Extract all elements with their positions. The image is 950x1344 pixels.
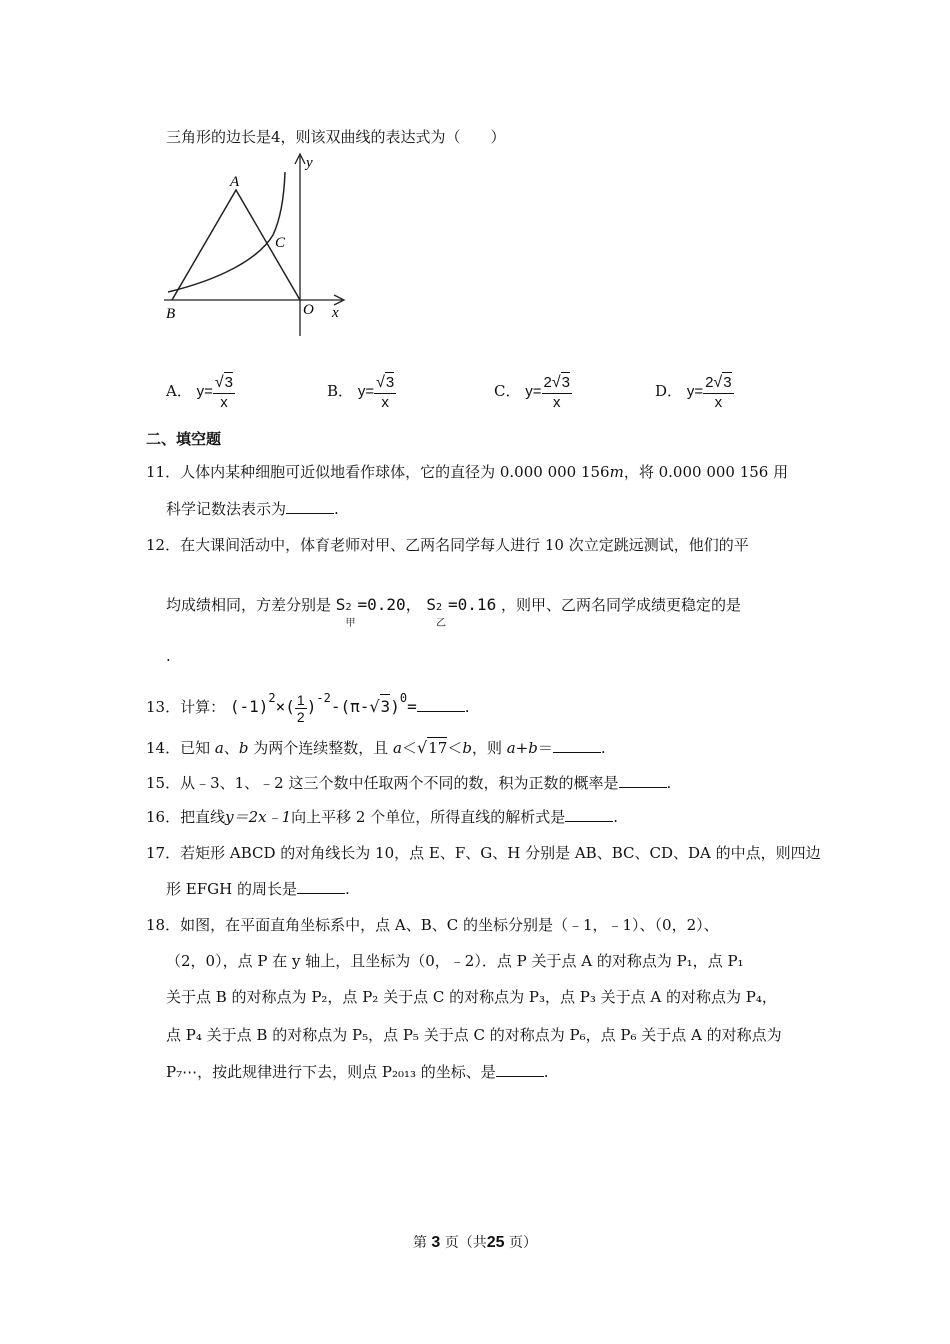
answer-blank[interactable] <box>496 1062 544 1077</box>
label-x: x <box>332 305 339 321</box>
option-b[interactable]: B． y= $\frac{√3}{x}$ <box>327 374 395 411</box>
variance-s1: S 2 甲 <box>335 595 356 629</box>
q18-line2: （2，0），点 P 在 y 轴上，且坐标为（0，﹣2）．点 P 关于点 A 的对称点为 P₁，点 P₁ <box>166 952 744 970</box>
label-C: C <box>275 235 286 251</box>
q12-line1: 12．在大课间活动中，体育老师对甲、乙两名同学每人进行 10 次立定跳远测试，他们的平 <box>146 536 749 554</box>
answer-blank[interactable] <box>297 879 345 894</box>
option-d-fraction: $\frac{2√3}{x}$ <box>705 374 732 411</box>
page-number: 3 <box>431 1234 441 1251</box>
option-a[interactable]: A． y= $\frac{√3}{x}$ <box>166 374 234 411</box>
option-b-fraction: $\frac{√3}{x}$ <box>376 374 395 411</box>
label-B: B <box>166 306 176 322</box>
q11-line2: 科学记数法表示为 . <box>166 500 339 518</box>
option-c[interactable]: C． y= $\frac{2√3}{x}$ <box>494 374 570 411</box>
q17-line2: 形 EFGH 的周长是 . <box>166 880 350 898</box>
label-A: A <box>230 174 240 190</box>
q12-line2: 均成绩相同，方差分别是 S 2 甲 =0.20， S 2 乙 =0.16 ，则甲、乙两名同学成绩更稳定的是 <box>166 595 741 629</box>
q18-line4: 点 P₄ 关于点 B 的对称点为 P₅，点 P₅ 关于点 C 的对称点为 P₆，点 P₆ 关于点 A 的对称点为 <box>166 1026 782 1044</box>
option-c-fraction: $\frac{2√3}{x}$ <box>543 374 570 411</box>
q11-line1: 11．人体内某种细胞可近似地看作球体，它的直径为 0.000 000 156m，将 0.000 000 156 用 <box>146 463 789 481</box>
q10-figure <box>158 150 358 340</box>
q13-line: 13．计算： $(-1)^2\times$( $\frac{1}{2}$ )$^{-2}-(\pi-√3)^0=$ . <box>146 691 470 725</box>
q16-line: 16．把直线y＝2x﹣1向上平移 2 个单位，所得直线的解析式是 . <box>146 808 619 826</box>
q10-text: 三角形的边长是4，则该双曲线的表达式为（ ） <box>166 128 506 146</box>
option-d[interactable]: D． y= $\frac{2√3}{x}$ <box>655 374 732 411</box>
answer-blank[interactable] <box>417 697 465 712</box>
page-total: 25 <box>486 1234 505 1251</box>
option-a-fraction: $\frac{√3}{x}$ <box>214 374 234 411</box>
answer-blank[interactable] <box>565 807 613 822</box>
page-footer: 第 3 页（共25 页） <box>412 1234 538 1251</box>
label-O: O <box>303 302 314 318</box>
q18-line3: 关于点 B 的对称点为 P₂，点 P₂ 关于点 C 的对称点为 P₃，点 P₃ 关于点 A 的对称点为 P₄， <box>166 988 777 1006</box>
label-y: y <box>306 155 313 171</box>
q18-line5: P₇⋯，按此规律进行下去，则点 P₂₀₁₃ 的坐标、是 . <box>166 1063 549 1081</box>
section-heading: 二、填空题 <box>146 430 222 448</box>
q15-line: 15．从﹣3、1、﹣2 这三个数中任取两个不同的数，积为正数的概率是 . <box>146 774 672 792</box>
variance-s2: S 2 乙 <box>426 595 447 629</box>
hyperbola-curve <box>168 172 285 292</box>
answer-blank[interactable] <box>286 499 334 514</box>
q17-line1: 17．若矩形 ABCD 的对角线长为 10，点 E、F、G、H 分别是 AB、BC、CD、DA 的中点，则四边 <box>146 844 821 862</box>
q12-line3: . <box>166 647 171 665</box>
answer-blank[interactable] <box>553 738 601 753</box>
answer-blank[interactable] <box>619 773 667 788</box>
q18-line1: 18．如图，在平面直角坐标系中，点 A、B、C 的坐标分别是（﹣1，﹣1）、（0，2）、 <box>146 916 719 934</box>
q14-line: 14．已知 a、b 为两个连续整数，且 a＜√17＜b，则 a+b＝ . <box>146 738 606 757</box>
q13-fraction: $\frac{1}{2}$ <box>296 691 305 725</box>
